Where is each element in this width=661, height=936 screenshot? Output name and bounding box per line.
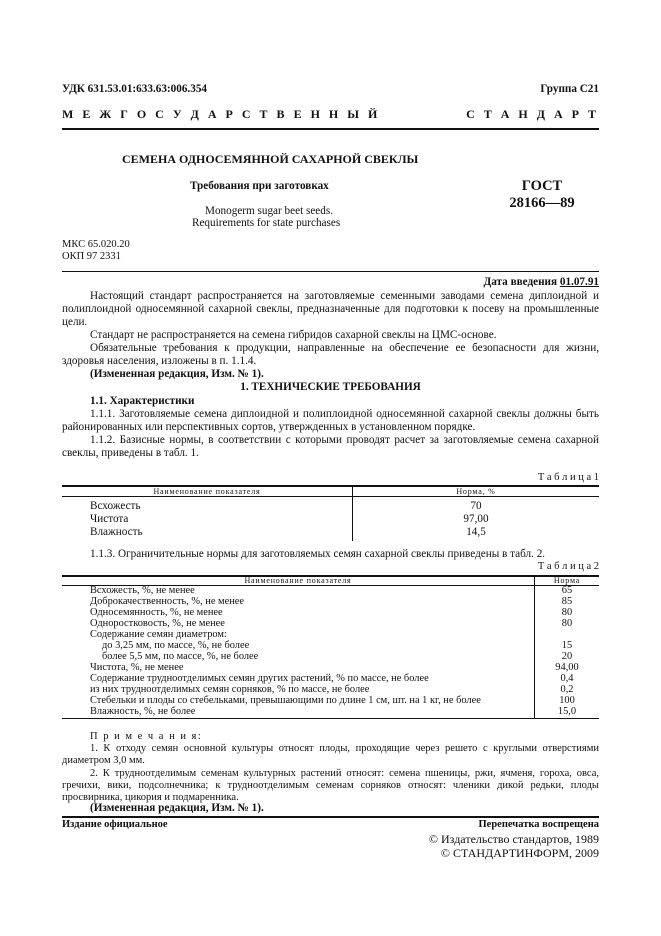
table2-header-name: Наименование показателя [62,577,535,586]
notes-label: П р и м е ч а н и я: [90,731,203,742]
table1-cell-value: 14,5 [353,526,600,541]
intro-block [62,290,599,381]
table2-cell-name: Стебельки и плоды со стебельками, превышающими по длине 1 см, шт. на 1 кг, не более [90,694,481,706]
intro-date-label: Дата введения [483,276,558,288]
table1-caption: Т а б л и ц а 1 [537,472,599,483]
document-subtitle: Требования при заготовках [190,180,329,192]
note-1: 1. К отходу семян основной культуры относят плоды, проходящие через решето с круглыми отверстиями диаметром 3,0 мм. [62,743,599,767]
table1-cell-value: 70 [353,497,600,513]
table1-cell-name: Чистота [90,513,129,526]
table2-cell-name: из них трудноотделимых семян сорняков, % по массе, не более [90,683,370,695]
official-edition: Издание официальное [62,819,168,830]
clause-1-1-1: 1.1.1. Заготовляемые семена диплоидной и полиплоидной односемянной сахарной свеклы должны быть районированных или перспективных сортов, утвержденных в установленном порядке. [62,407,599,433]
table2-cell-name: Влажность, %, не более [62,707,535,719]
intro-paragraph-2: Стандарт не распространяется на семена гибридов сахарной свеклы на ЦМС-основе. [90,328,497,341]
clause-1-1-3: 1.1.3. Ограничительные нормы для заготовляемых семян сахарной свеклы приведены в табл. 2. [90,548,546,560]
english-title-line2: Requirements for state purchases [192,217,341,229]
table-row [62,707,599,719]
table-row [62,696,599,707]
table2-cell-value: 0,4 [535,674,600,685]
table2-cell-name: Содержание трудноотделимых семян других растений, % по массе, не более [90,672,429,684]
intro-date [484,276,599,289]
table1-header-norm: Норма, % [353,487,600,497]
table2-cell-name: Чистота, %, не менее [90,661,184,673]
clause-1-1-3-block [62,548,599,561]
table1-cell-value: 97,00 [353,513,600,526]
table2-cell-name: более 5,5 мм, по массе, %, не более [102,650,259,662]
standard-heading: С Т А Н Д А Р Т [466,107,599,121]
table2-cell-value: 100 [535,696,600,707]
intro-edition-note: (Измененная редакция, Изм. № 1). [90,367,264,380]
table2-cell-value: 80 [535,619,600,630]
table2-caption: Т а б л и ц а 2 [537,561,599,572]
interstate-heading: М Е Ж Г О С У Д А Р С Т В Е Н Н Ы Й [62,107,381,121]
table2-cell-value: 15 [535,641,600,652]
mks-code: МКС 65.020.20 [62,239,130,250]
table2-cell-name: Доброкачественность, %, не менее [90,596,245,608]
table2-cell-value: 0,2 [535,685,600,696]
english-title-line1: Monogerm sugar beet seeds. [205,205,334,217]
table2-cell-name: Односемянность, %, не менее [90,607,223,619]
table2 [62,575,599,719]
table-row [62,497,599,513]
header-rule [62,128,599,130]
table2-cell-value: 80 [535,608,600,619]
udk-code: УДК 631.53.01:633.63:006.354 [62,83,208,95]
table-row [62,526,599,541]
table1-header-name: Наименование показателя [62,487,353,497]
okp-code: ОКП 97 2331 [62,251,121,262]
table1-cell-name: Влажность [90,526,143,539]
intro-paragraph-3: Обязательные требования к продукции, направленные на обеспечение ее безопасности для жизни, здоровья населения, изложены в п. 1.1.4. [62,341,599,367]
table-row [62,685,599,696]
table2-cell-value: 20 [535,652,600,663]
table1 [62,485,599,541]
table2-cell-value: 15,0 [535,707,600,719]
table2-cell-value: 94,00 [535,663,600,674]
notes-block [62,731,599,804]
table-row [62,513,599,526]
footer-rule [62,816,599,818]
clause-1-1-2: 1.1.2. Базисные нормы, в соответствии с которыми проводят расчет за заготовляемые семена сахарной свеклы, приведены в табл. 1. [62,433,599,459]
subsection-title: 1.1. Характеристики [90,395,195,407]
copyright-1989: © Издательство стандартов, 1989 [428,832,599,846]
copyright-2009: © СТАНДАРТИНФОРМ, 2009 [440,846,599,860]
table2-cell-value: 65 [535,586,600,597]
note-2: 2. К трудноотделимым семенам культурных растений относят: семена пшеницы, ржи, ячменя, гороха, овса, гречихи, вики, подсолнечника; к трудноотделимым семенам сорняков относят: членики дикой редьки, плоды просвирника, цикория и подмаренника. [62,767,599,803]
table2-cell-value: 85 [535,597,600,608]
section-body [62,395,599,460]
gost-label: ГОСТ [521,178,563,194]
notes-edition-note: (Измененная редакция, Изм. № 1). [90,802,264,814]
section-title: 1. ТЕХНИЧЕСКИЕ ТРЕБОВАНИЯ [240,381,421,393]
intro-paragraph-1: Настоящий стандарт распространяется на заготовляемые семенными заводами семена диплоидной и полиплоидной односемянной сахарной свеклы, предназначенные для подготовки к посеву на промышленные цели. [62,290,599,328]
table1-cell-name: Всхожесть [90,500,141,513]
table2-cell-name: до 3,25 мм, по массе, %, не более [102,640,250,651]
table2-cell-name: Содержание семян диаметром: [90,629,227,641]
codes-rule [62,271,599,272]
group-code: Группа С21 [540,83,599,95]
gost-number: 28166—89 [509,195,575,211]
document-title: СЕМЕНА ОДНОСЕМЯННОЙ САХАРНОЙ СВЕКЛЫ [122,152,419,166]
table2-header-norm: Норма [535,577,600,586]
intro-date-value: 01.07.91 [559,276,599,288]
table2-cell-name: Одноростковость, %, не менее [90,618,225,630]
table2-cell-name: Всхожесть, %, не менее [90,585,195,597]
reprint-prohibited: Перепечатка воспрещена [478,819,599,830]
